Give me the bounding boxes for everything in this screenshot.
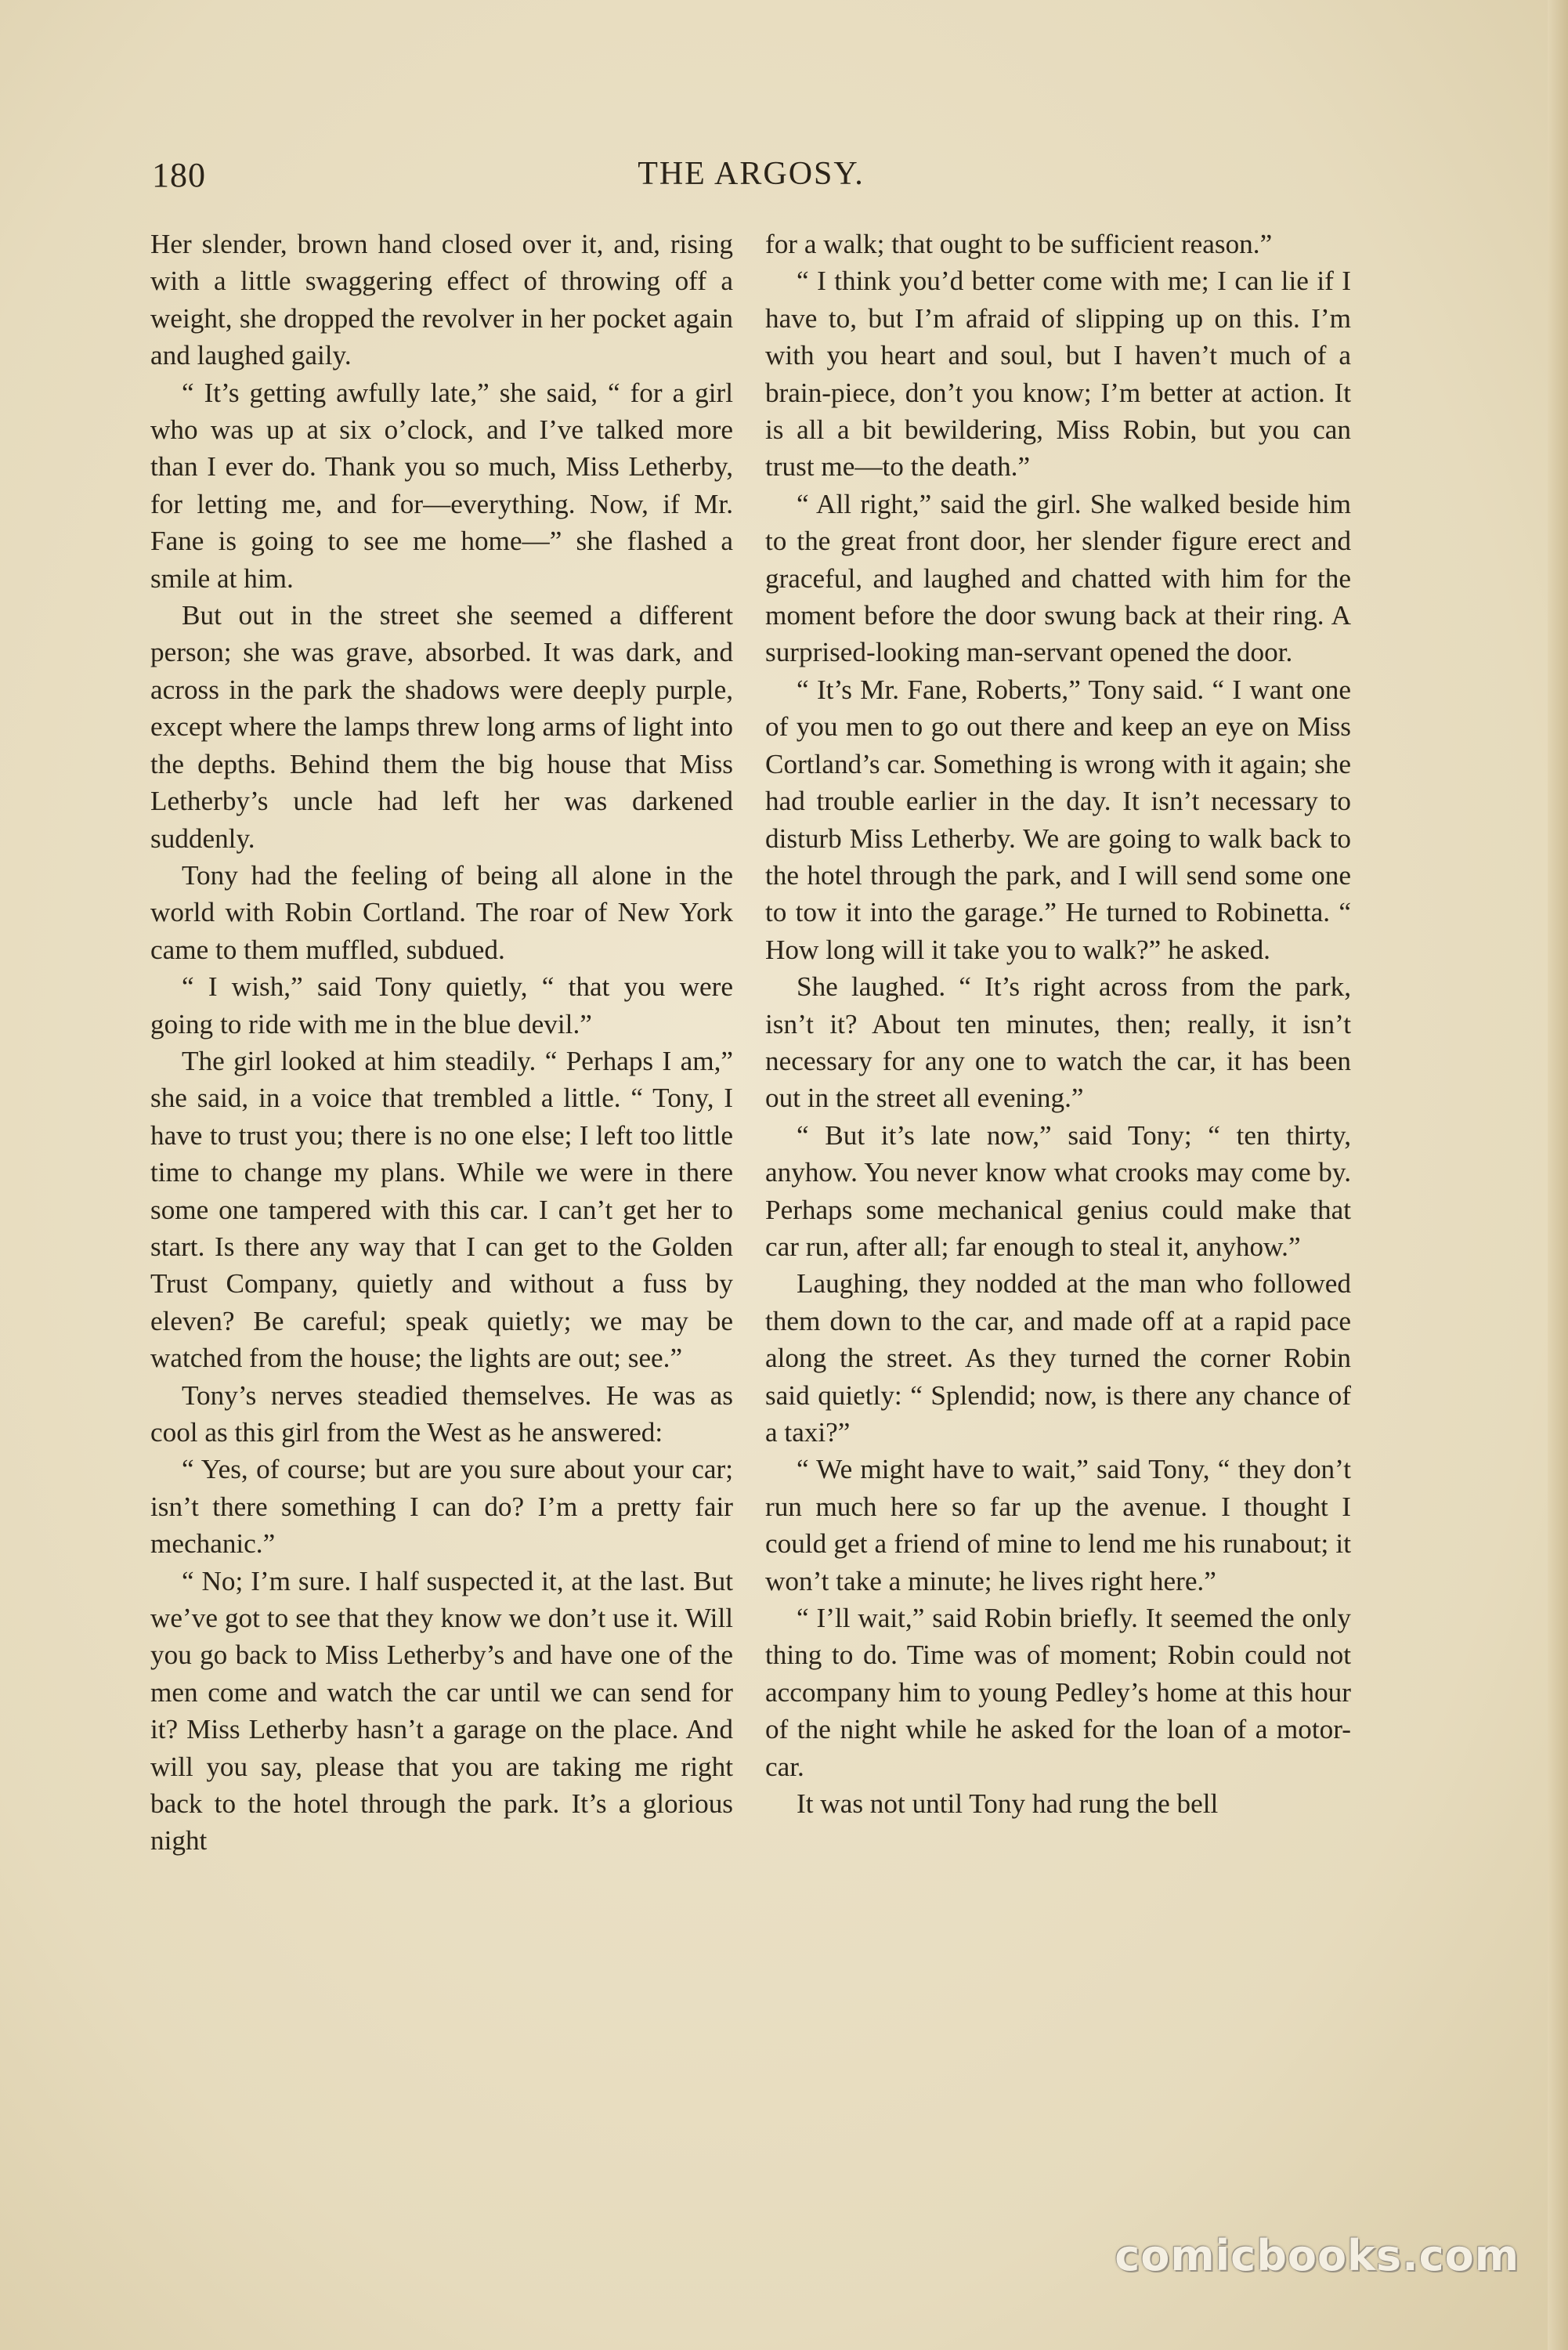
paragraph: The girl looked at him steadily. “ Perhaps I am,” she said, in a voice that trembled a little. “ Tony, I have to trust you; there is no one else; I left too little time to change my plans. While we were in there some one tampered with this car. I can’t get her to start. Is there any way that I can get to the Golden Trust Company, quietly and without a fuss by eleven? Be careful; speak quietly; we may be watched from the house; the lights are out; see.” — [150, 1045, 733, 1374]
paragraph: for a walk; that ought to be sufficient reason.” — [765, 229, 1273, 259]
paragraph: She laughed. “ It’s right across from the park, isn’t it? About ten minutes, then; really, it isn’t necessary for any one to watch the car, it has been out in the street all evening.” — [765, 971, 1351, 1114]
paragraph: Laughing, they nodded at the man who followed them down to the car, and made off at a rapid pace along the street. As they turned the corner Robin said quietly: “ Splendid; now, is there any chance of a taxi?” — [765, 1268, 1351, 1448]
paragraph: “ It’s getting awfully late,” she said, “ for a girl who was up at six o’clock, and I’ve talked more than I ever do. Thank you so much, Miss Letherby, for letting me, and for—everything. Now, if Mr. Fane is going to see me home—” she flashed a smile at him. — [150, 377, 733, 594]
page-number: 180 — [152, 156, 206, 194]
paragraph: “ I’ll wait,” said Robin briefly. It seemed the only thing to do. Time was of moment; Robin could not accompany him to young Pedley’s home at this hour of the night while he asked for the loan of a motor-car. — [765, 1603, 1351, 1782]
running-title: THE ARGOSY. — [638, 156, 865, 192]
page-edge — [1548, 0, 1568, 2350]
paragraph: Her slender, brown hand closed over it, and, rising with a little swaggering effect of throwing off a weight, she dropped the revolver in her pocket again and laughed gaily. — [150, 229, 733, 371]
paragraph: “ Yes, of course; but are you sure about your car; isn’t there something I can do? I’m a pretty fair mechanic.” — [150, 1454, 733, 1560]
page-header — [152, 155, 1350, 202]
paragraph: “ No; I’m sure. I half suspected it, at the last. But we’ve got to see that they know we don’t use it. Will you go back to Miss Letherby’s and have one of the men come and watch the car until we can send for it? Miss Letherby hasn’t a garage on the place. And will you say, please that you are taking me right back to the hotel through the park. It’s a glorious night — [150, 1565, 733, 1856]
left-column — [150, 226, 733, 1860]
right-column — [765, 226, 1351, 1822]
watermark: comicbooks.com — [1115, 2231, 1519, 2280]
paragraph: It was not until Tony had rung the bell — [797, 1788, 1219, 1820]
paragraph: “ We might have to wait,” said Tony, “ they don’t run much here so far up the avenue. I thought I could get a friend of mine to lend me his runabout; it won’t take a minute; he lives right here.” — [765, 1454, 1351, 1596]
paragraph: But out in the street she seemed a different person; she was grave, absorbed. It was dark, and across in the park the shadows were deeply purple, except where the lamps threw long arms of light into the depths. Behind them the big house that Miss Letherby’s uncle had left her was darkened suddenly. — [150, 600, 733, 854]
paragraph: “ I think you’d better come with me; I can lie if I have to, but I’m afraid of slipping up on this. I’m with you heart and soul, but I haven’t much of a brain-piece, don’t you know; I’m better at action. It is all a bit bewildering, Miss Robin, but you can trust me—to the death.” — [765, 266, 1351, 483]
paragraph: Tony had the feeling of being all alone in the world with Robin Cortland. The roar of New York came to them muffled, subdued. — [150, 859, 733, 965]
paragraph: “ I wish,” said Tony quietly, “ that you were going to ride with me in the blue devil.” — [150, 971, 733, 1039]
paragraph: Tony’s nerves steadied themselves. He was as cool as this girl from the West as he answered: — [150, 1379, 733, 1448]
paragraph: “ All right,” said the girl. She walked beside him to the great front door, her slender figure erect and graceful, and laughed and chatted with him for the moment before the door swung back at their ring. A surprised-looking man-servant opened the door. — [765, 488, 1351, 668]
paragraph: “ It’s Mr. Fane, Roberts,” Tony said. “ I want one of you men to go out there and keep an eye on Miss Cortland’s car. Something is wrong with it again; she had trouble earlier in the day. It isn’t necessary to disturb Miss Letherby. We are going to walk back to the hotel through the park, and I will send some one to tow it into the garage.” He turned to Robinetta. “ How long will it take you to walk?” he asked. — [765, 674, 1351, 965]
paragraph: “ But it’s late now,” said Tony; “ ten thirty, anyhow. You never know what crooks may come by. Perhaps some mechanical genius could make that car run, after all; far enough to steal it, anyhow.” — [765, 1119, 1351, 1262]
